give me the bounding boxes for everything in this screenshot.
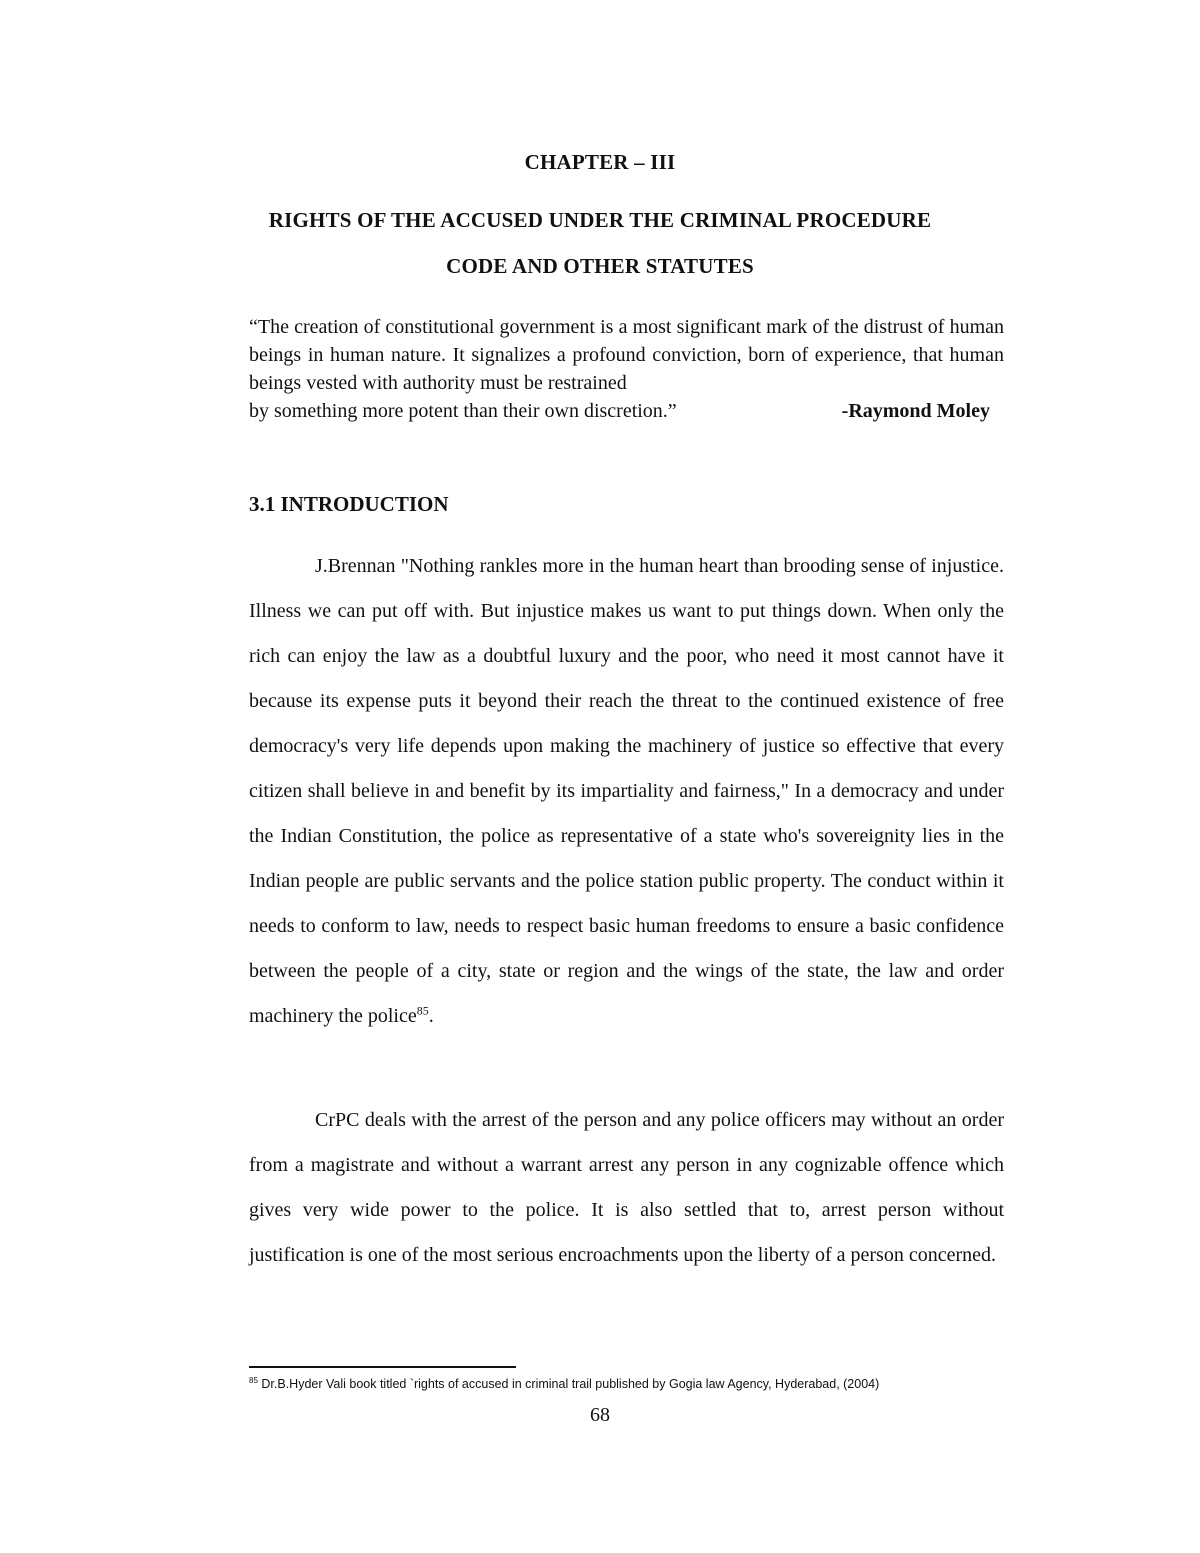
epigraph-text-end: by something more potent than their own discretion.” (249, 400, 677, 422)
footnote (249, 1377, 1009, 1391)
paragraph-text: J.Brennan "Nothing rankles more in the human heart than brooding sense of injustice. Illness we can put off with. But injustice makes us want to put things down. When only the rich can enjoy the law as a doubtful luxury and the poor, who need it most cannot have it because its expense puts it beyond their reach the threat to the continued existence of free democracy's very life depends upon making the machinery of justice so effective that every citizen shall believe in and benefit by its impartiality and fairness," In a democracy and under the Indian Constitution, the police as representative of a state who's sovereignity lies in the Indian people are public servants and the police station public property. The conduct within it needs to conform to law, needs to respect basic human freedoms to ensure a basic confidence between the people of a city, state or region and the wings of the state, the law and order machinery the police (249, 555, 1004, 1027)
section-heading: 3.1 INTRODUCTION (249, 492, 449, 516)
paragraph-arrest: CrPC deals with the arrest of the person and any police officers may without an order from a magistrate and without a warrant arrest any person in any cognizable offence which gives very wide power to the police. It is also settled that to, arrest person without justification is one of the most serious encroachments upon the liberty of a person concerned. (249, 1109, 1004, 1266)
footnote-number: 85 (249, 1375, 258, 1385)
page-number: 68 (590, 1404, 610, 1426)
epigraph-text: “The creation of constitutional government is a most significant mark of the distrust of human beings in human nature. It signalizes a profound conviction, born of experience, that human beings vested with authority must be restrained (249, 316, 1004, 394)
epigraph-last-line (249, 397, 1004, 425)
paragraph-introduction (249, 544, 1004, 1039)
chapter-title-line-1: RIGHTS OF THE ACCUSED UNDER THE CRIMINAL PROCEDURE (268, 208, 932, 232)
footnote-text: Dr.B.Hyder Vali book titled `rights of accused in criminal trail published by Gogia law Agency, Hyderabad, (2004) (257, 1377, 880, 1391)
epigraph-attribution: -Raymond Moley (841, 400, 990, 422)
footnote-divider (249, 1366, 516, 1368)
chapter-label: CHAPTER – III (524, 150, 676, 174)
paragraph-end: . (428, 1005, 434, 1027)
footnote-reference[interactable]: 85 (416, 1003, 429, 1018)
epigraph-quote (249, 313, 1004, 425)
chapter-title-line-2: CODE AND OTHER STATUTES (446, 254, 754, 278)
